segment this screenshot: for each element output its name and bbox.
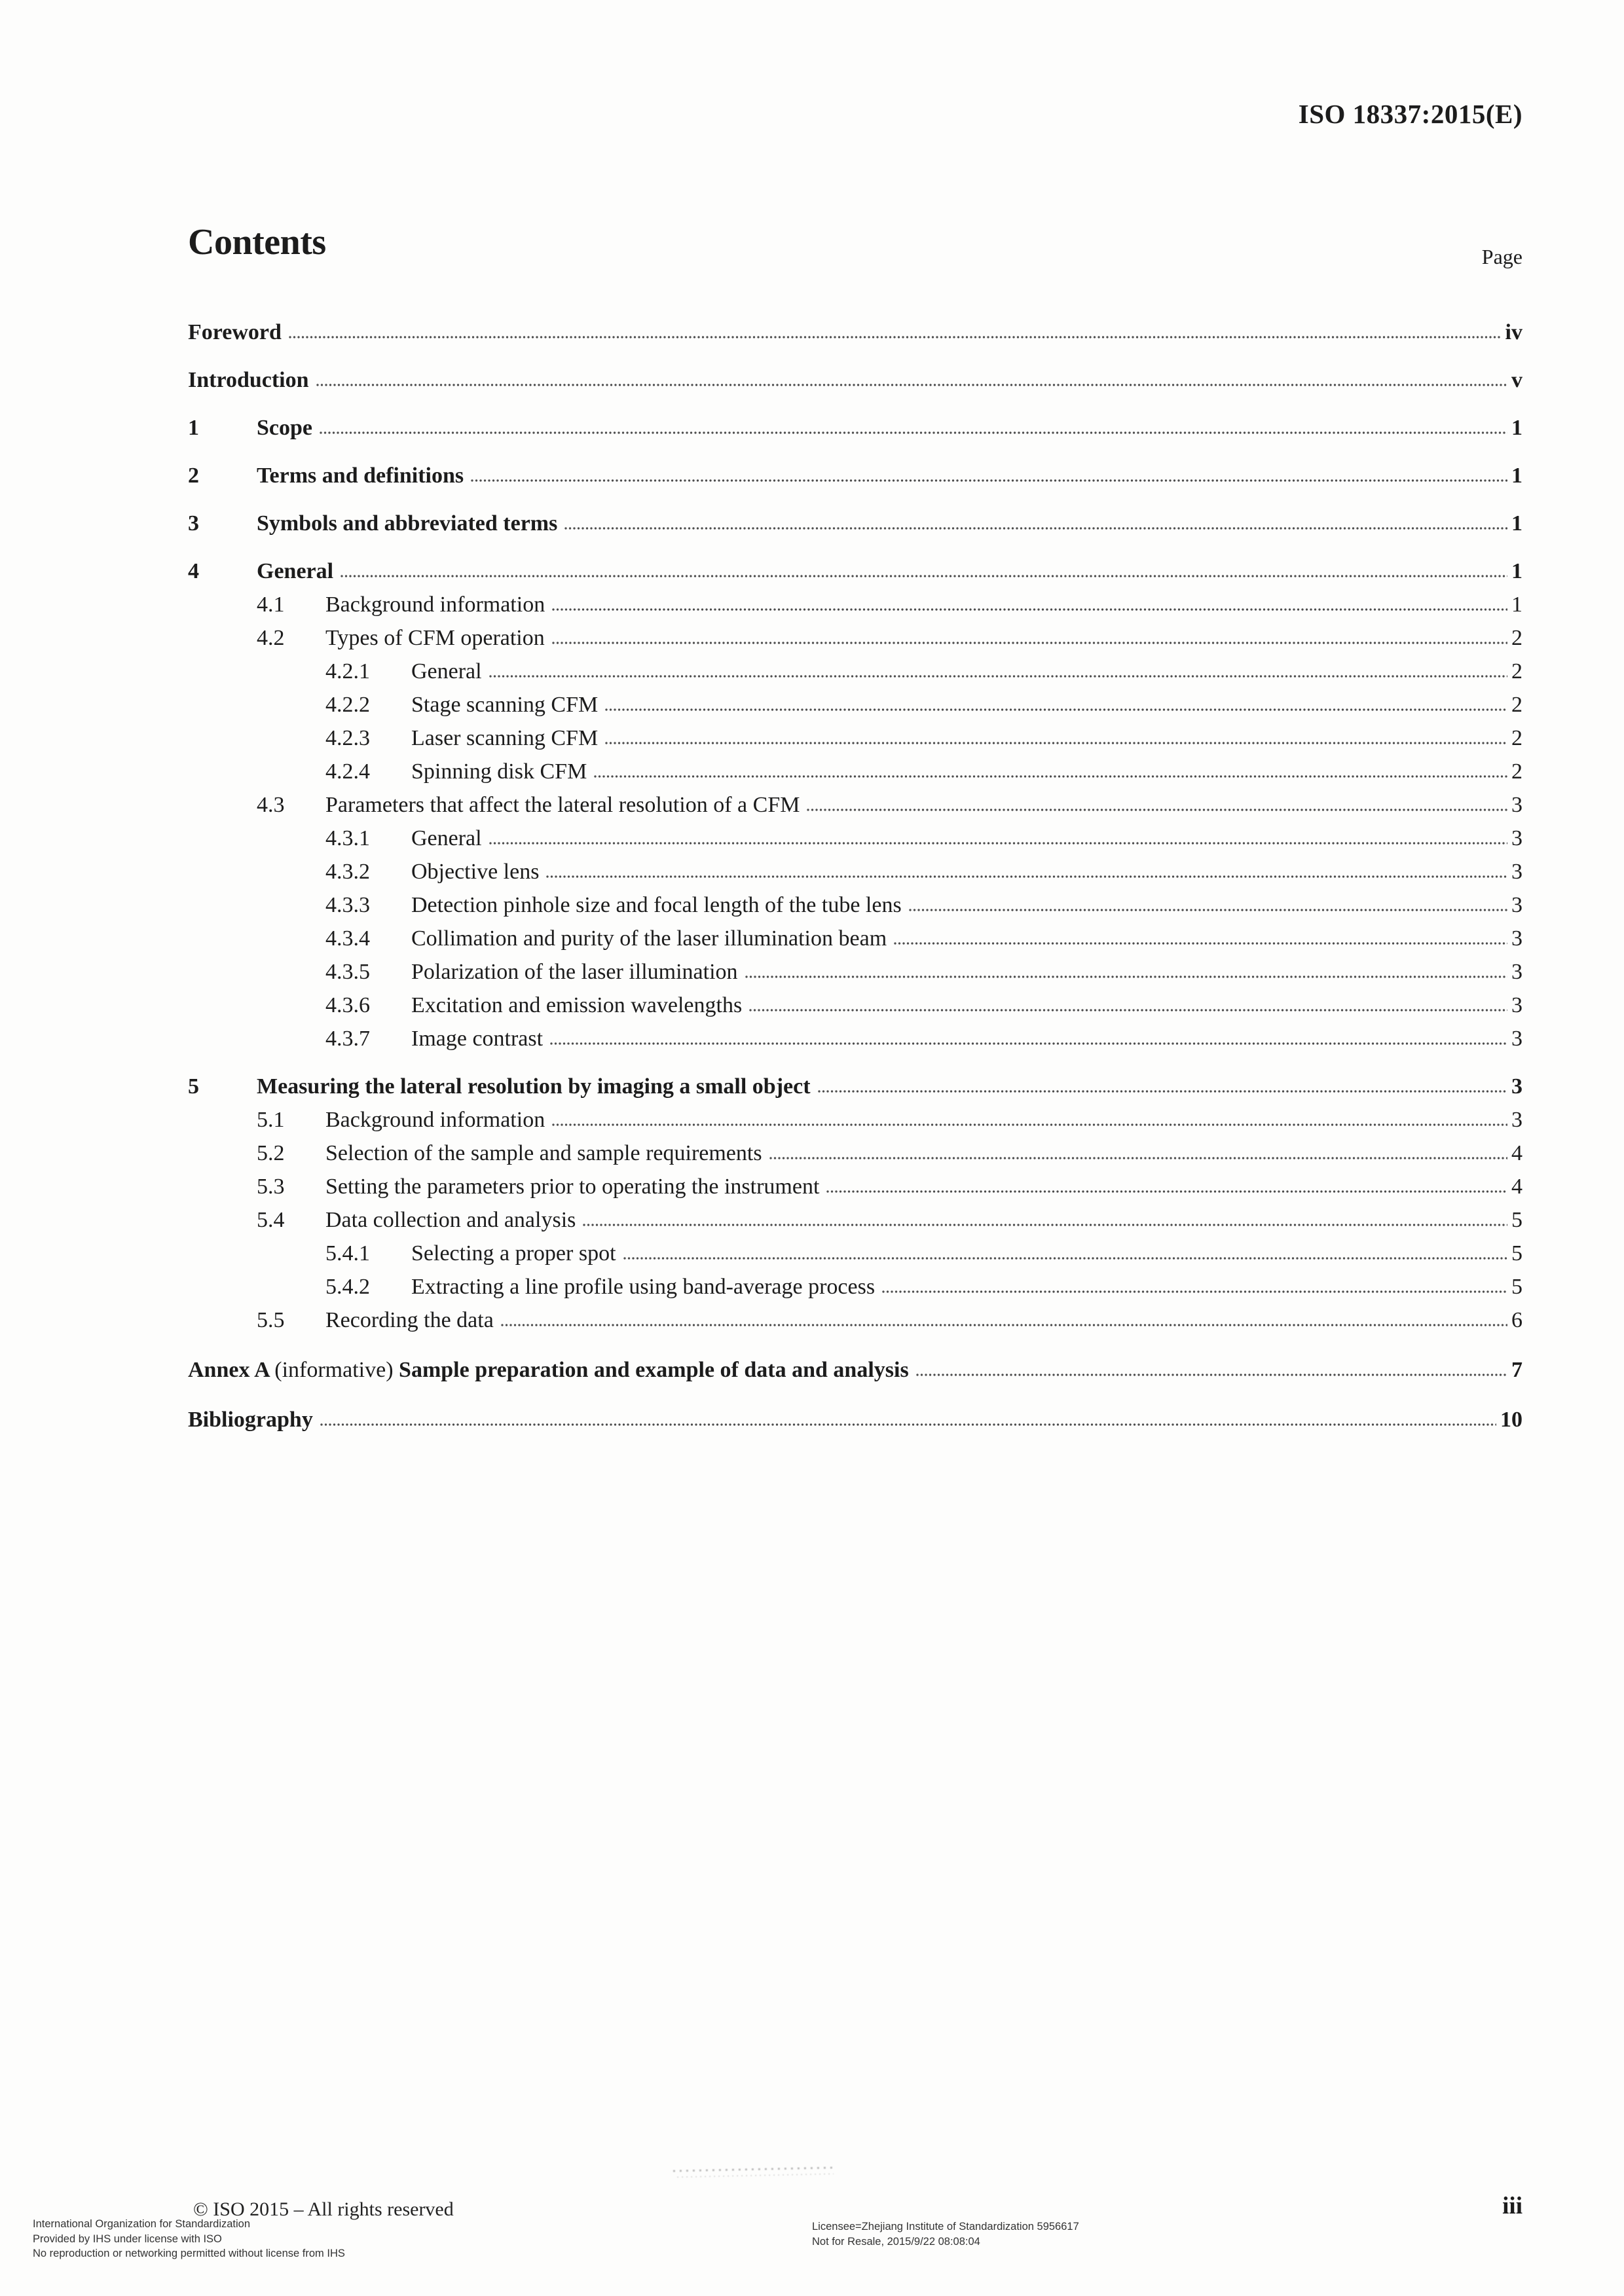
provider-line: International Organization for Standardization: [33, 2218, 251, 2230]
toc-page-number: 3: [1511, 826, 1522, 850]
provider-notice: [33, 2217, 345, 2261]
toc-entry[interactable]: [188, 788, 1522, 822]
toc-page-number: 3: [1511, 993, 1522, 1017]
toc-page-number: 2: [1511, 726, 1522, 750]
toc-entry-title: Stage scanning CFM: [411, 693, 599, 717]
toc-entry-title: Terms and definitions: [257, 464, 464, 488]
toc-leader-dots: [604, 741, 1507, 745]
toc-entry-number: 4: [188, 559, 199, 583]
toc-leader-dots: [489, 674, 1507, 678]
toc-page-number: 1: [1511, 592, 1522, 617]
toc-entry[interactable]: [188, 855, 1522, 888]
toc-entry-number: 4.2: [257, 626, 285, 650]
toc-leader-dots: [316, 383, 1507, 387]
toc-entry-title: Data collection and analysis: [325, 1208, 576, 1232]
toc-entry[interactable]: [188, 888, 1522, 922]
toc-entry-number: 4.3: [257, 793, 285, 817]
toc-leader-dots: [319, 431, 1507, 435]
toc-entry[interactable]: [188, 955, 1522, 989]
toc-entry-title: Collimation and purity of the laser illumination beam: [411, 926, 887, 951]
toc-entry-number: 5.2: [257, 1141, 285, 1165]
toc-entry-number: 5.4.2: [325, 1275, 370, 1299]
toc-entry[interactable]: [188, 1353, 1522, 1387]
toc-entry[interactable]: [188, 822, 1522, 855]
toc-leader-dots: [623, 1256, 1507, 1260]
toc-leader-dots: [593, 774, 1507, 778]
toc-entry[interactable]: [188, 1237, 1522, 1270]
toc-page-number: 3: [1511, 1108, 1522, 1132]
toc-entry-number: 4.3.4: [325, 926, 370, 951]
toc-entry-number: 4.3.7: [325, 1027, 370, 1051]
toc-entry[interactable]: [188, 588, 1522, 621]
provider-line: No reproduction or networking permitted without license from IHS: [33, 2248, 345, 2259]
toc-page-number: 3: [1511, 1027, 1522, 1051]
toc-entry-title: Setting the parameters prior to operating the instrument: [325, 1175, 820, 1199]
toc-leader-dots: [769, 1156, 1507, 1160]
toc-entry-number: 4.3.5: [325, 960, 370, 984]
license-notice: [812, 2219, 1079, 2249]
toc-leader-dots: [288, 335, 1502, 339]
toc-page-number: 1: [1511, 559, 1522, 583]
toc-leader-dots: [748, 1008, 1507, 1012]
toc-leader-dots: [582, 1223, 1507, 1227]
toc-entry[interactable]: [188, 922, 1522, 955]
toc-entry[interactable]: [188, 755, 1522, 788]
toc-entry-number: 5.4: [257, 1208, 285, 1232]
toc-page-number: 7: [1511, 1358, 1522, 1382]
toc-page-number: 2: [1511, 759, 1522, 784]
toc-entry[interactable]: [188, 721, 1522, 755]
toc-page-number: v: [1511, 368, 1522, 392]
toc-entry-title: General: [257, 559, 334, 583]
toc-entry-number: 5.3: [257, 1175, 285, 1199]
toc-leader-dots: [489, 841, 1507, 845]
toc-leader-dots: [470, 479, 1507, 483]
toc-entry[interactable]: [188, 655, 1522, 688]
toc-page-number: 4: [1511, 1175, 1522, 1199]
toc-entry[interactable]: [188, 1203, 1522, 1237]
toc-entry[interactable]: [188, 555, 1522, 588]
toc-entry-title: Measuring the lateral resolution by imaging a small object: [257, 1074, 811, 1099]
toc-entry[interactable]: [188, 1403, 1522, 1436]
faint-artifact: [673, 2164, 834, 2180]
toc-page-number: iv: [1505, 320, 1522, 344]
toc-entry-number: 5.4.1: [325, 1241, 370, 1266]
toc-leader-dots: [908, 908, 1507, 912]
toc-page-number: 5: [1511, 1208, 1522, 1232]
toc-entry-title: Selection of the sample and sample requirements: [325, 1141, 762, 1165]
toc-entry-number: 4.2.2: [325, 693, 370, 717]
toc-entry[interactable]: [188, 989, 1522, 1022]
toc-list: [188, 316, 1522, 1436]
toc-page-number: 10: [1500, 1408, 1522, 1432]
contents-heading: Contents: [188, 222, 326, 263]
toc-entry-title: Types of CFM operation: [325, 626, 545, 650]
toc-entry-number: 4.1: [257, 592, 285, 617]
toc-leader-dots: [881, 1290, 1507, 1294]
toc-leader-dots: [340, 574, 1507, 578]
toc-entry[interactable]: [188, 363, 1522, 397]
toc-entry-title: Background information: [325, 1108, 545, 1132]
toc-entry-number: 5: [188, 1074, 199, 1099]
toc-entry-number: 2: [188, 464, 199, 488]
toc-leader-dots: [564, 526, 1507, 530]
toc-page-number: 3: [1511, 1074, 1522, 1099]
toc-entry-number: 4.2.3: [325, 726, 370, 750]
provider-line: Provided by IHS under license with ISO: [33, 2232, 222, 2245]
toc-page-number: 3: [1511, 960, 1522, 984]
toc-leader-dots: [551, 641, 1507, 645]
toc-entry[interactable]: [188, 1270, 1522, 1303]
toc-entry-title: Excitation and emission wavelengths: [411, 993, 743, 1017]
toc-page-number: 3: [1511, 893, 1522, 917]
toc-entry-title: Scope: [257, 416, 312, 440]
toc-entry[interactable]: [188, 459, 1522, 492]
toc-entry-title: Objective lens: [411, 860, 540, 884]
toc-entry-number: 5.1: [257, 1108, 285, 1132]
toc-leader-dots: [549, 1042, 1507, 1046]
toc-leader-dots: [745, 975, 1507, 979]
toc-entry-number: 5.5: [257, 1308, 285, 1332]
toc-page-number: 3: [1511, 860, 1522, 884]
toc-leader-dots: [545, 875, 1507, 879]
toc-entry-title: Selecting a proper spot: [411, 1241, 616, 1266]
toc-page-number: 2: [1511, 693, 1522, 717]
toc-page-number: 5: [1511, 1275, 1522, 1299]
toc-entry[interactable]: [188, 1137, 1522, 1170]
toc-entry-number: 4.3.3: [325, 893, 370, 917]
toc-page-number: 1: [1511, 511, 1522, 536]
toc-entry-title: Parameters that affect the lateral resolution of a CFM: [325, 793, 800, 817]
toc-entry-number: 1: [188, 416, 199, 440]
toc-leader-dots: [551, 1123, 1507, 1127]
toc-leader-dots: [604, 708, 1507, 712]
toc-entry-number: 3: [188, 511, 199, 536]
toc-page-number: 4: [1511, 1141, 1522, 1165]
toc-entry[interactable]: [188, 621, 1522, 655]
toc-entry-number: 4.3.2: [325, 860, 370, 884]
toc-page-number: 6: [1511, 1308, 1522, 1332]
toc-entry-title: Symbols and abbreviated terms: [257, 511, 558, 536]
toc-entry-title: Annex A (informative) Sample preparation and example of data and analysis: [188, 1358, 909, 1382]
toc-entry[interactable]: [188, 688, 1522, 721]
toc-entry-title: General: [411, 826, 482, 850]
page-number: iii: [1502, 2193, 1522, 2219]
copyright-notice: © ISO 2015 – All rights reserved: [193, 2198, 454, 2220]
toc-page-number: 5: [1511, 1241, 1522, 1266]
toc-entry-title: Bibliography: [188, 1408, 313, 1432]
license-line: Not for Resale, 2015/9/22 08:08:04: [812, 2235, 980, 2248]
toc-entry-title: Spinning disk CFM: [411, 759, 587, 784]
toc-entry[interactable]: [188, 1303, 1522, 1337]
toc-entry[interactable]: [188, 507, 1522, 540]
toc-page-number: 1: [1511, 416, 1522, 440]
toc-leader-dots: [915, 1373, 1507, 1377]
toc-entry[interactable]: [188, 411, 1522, 445]
document-reference: ISO 18337:2015(E): [1298, 99, 1522, 129]
toc-page-number: 3: [1511, 793, 1522, 817]
toc-entry[interactable]: [188, 1070, 1522, 1103]
page-column-label: Page: [1481, 245, 1522, 268]
toc-leader-dots: [320, 1423, 1496, 1427]
toc-leader-dots: [817, 1089, 1507, 1093]
toc-leader-dots: [551, 608, 1507, 611]
toc-page-number: 3: [1511, 926, 1522, 951]
toc-entry[interactable]: [188, 316, 1522, 349]
toc-leader-dots: [500, 1323, 1507, 1327]
toc-page-number: 1: [1511, 464, 1522, 488]
toc-page-number: 2: [1511, 626, 1522, 650]
toc-entry-number: 4.2.1: [325, 659, 370, 683]
toc-entry-number: 4.3.1: [325, 826, 370, 850]
toc-entry[interactable]: [188, 1022, 1522, 1055]
toc-entry-title: Extracting a line profile using band-average process: [411, 1275, 876, 1299]
toc-entry-title: Background information: [325, 592, 545, 617]
toc-entry-number: 4.2.4: [325, 759, 370, 784]
toc-leader-dots: [806, 808, 1507, 812]
toc-page-number: 2: [1511, 659, 1522, 683]
toc-entry[interactable]: [188, 1103, 1522, 1137]
toc-leader-dots: [893, 941, 1507, 945]
toc-leader-dots: [826, 1190, 1507, 1194]
toc-entry-title: Foreword: [188, 320, 282, 344]
toc-entry-title: General: [411, 659, 482, 683]
toc-entry-title: Recording the data: [325, 1308, 494, 1332]
toc-entry-title: Introduction: [188, 368, 309, 392]
toc-entry-number: 4.3.6: [325, 993, 370, 1017]
toc-entry-title: Detection pinhole size and focal length of the tube lens: [411, 893, 902, 917]
toc-entry-title: Laser scanning CFM: [411, 726, 599, 750]
toc-entry-title: Polarization of the laser illumination: [411, 960, 738, 984]
toc-entry-title: Image contrast: [411, 1027, 544, 1051]
footer: [0, 2154, 1624, 2296]
toc-entry[interactable]: [188, 1170, 1522, 1203]
license-line: Licensee=Zhejiang Institute of Standardization 5956617: [812, 2221, 1079, 2232]
